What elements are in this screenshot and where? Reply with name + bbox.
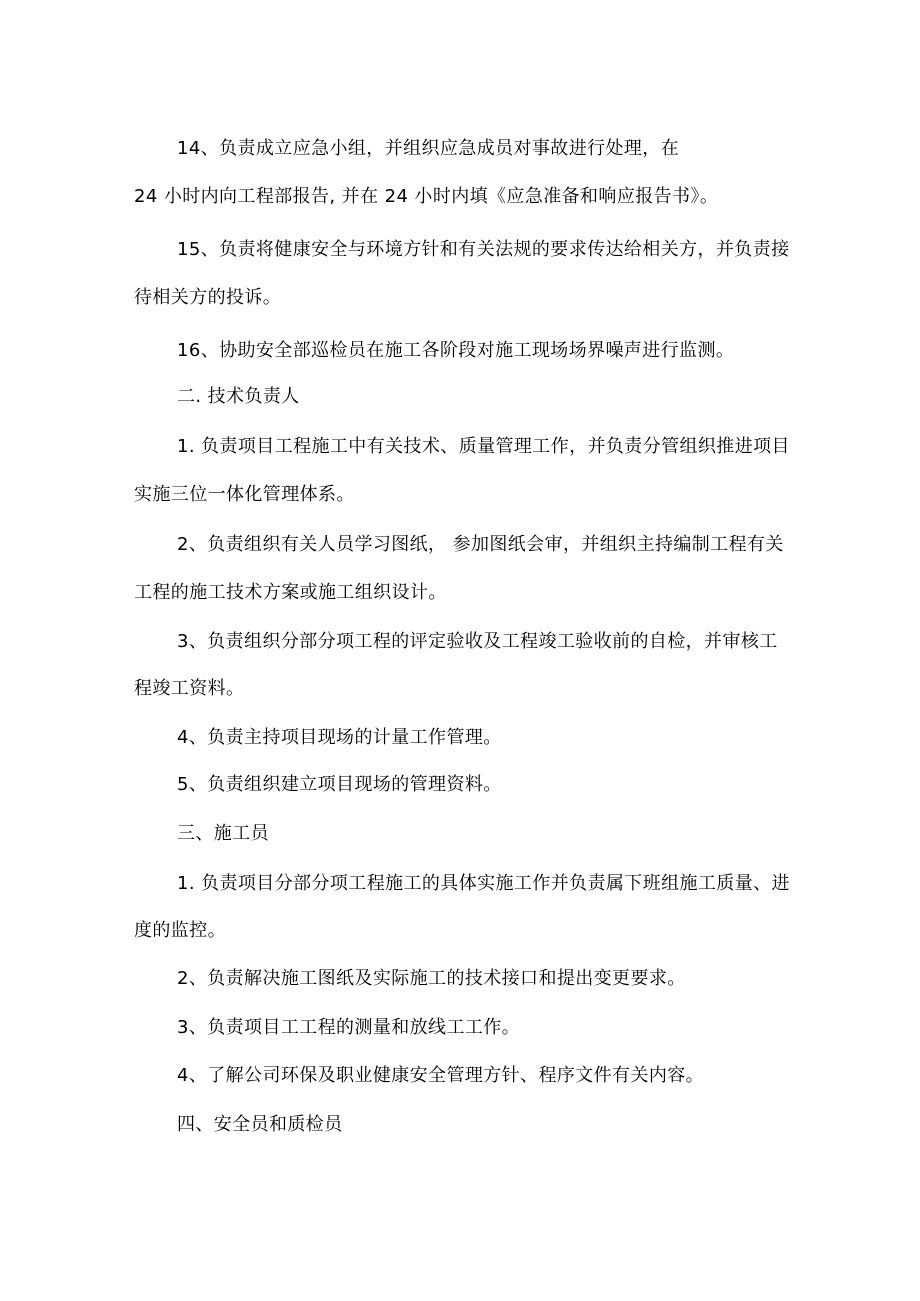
- paragraph-15-line-2: 待相关方的投诉。: [134, 287, 282, 308]
- worker-item-1-line-2: 度的监控。: [134, 920, 226, 941]
- tech-item-1-line-1: 1. 负责项目工程施工中有关技术、质量管理工作，并负责分管组织推进项目: [177, 436, 790, 457]
- paragraph-14-line-2: 24 小时内向工程部报告, 并在 24 小时内填《应急准备和响应报告书》。: [134, 186, 719, 207]
- tech-item-2-line-2: 工程的施工技术方案或施工组织设计。: [134, 582, 447, 603]
- tech-item-3-line-1: 3、负责组织分部分项工程的评定验收及工程竣工验收前的自检，并审核工: [177, 631, 778, 652]
- worker-item-3: 3、负责项目工工程的测量和放线工工作。: [177, 1017, 521, 1038]
- section-heading-technical-lead: 二. 技术负责人: [177, 386, 300, 407]
- paragraph-14-line-1: 14、负责成立应急小组，并组织应急成员对事故进行处理，在: [177, 138, 680, 159]
- worker-item-4: 4、了解公司环保及职业健康安全管理方针、程序文件有关内容。: [177, 1065, 705, 1086]
- worker-item-2: 2、负责解决施工图纸及实际施工的技术接口和提出变更要求。: [177, 968, 686, 989]
- tech-item-1-line-2: 实施三位一体化管理体系。: [134, 484, 355, 505]
- section-heading-construction-worker: 三、施工员: [177, 823, 269, 844]
- tech-item-2-line-1: 2、负责组织有关人员学习图纸， 参加图纸会审，并组织主持编制工程有关: [177, 534, 784, 555]
- paragraph-16: 16、协助安全部巡检员在施工各阶段对施工现场场界噪声进行监测。: [177, 340, 735, 361]
- tech-item-3-line-2: 程竣工资料。: [134, 678, 245, 699]
- worker-item-1-line-1: 1. 负责项目分部分项工程施工的具体实施工作并负责属下班组施工质量、进: [177, 873, 790, 894]
- tech-item-5: 5、负责组织建立项目现场的管理资料。: [177, 774, 502, 795]
- tech-item-4: 4、负责主持项目现场的计量工作管理。: [177, 727, 502, 748]
- section-heading-safety-quality-inspector: 四、安全员和质检员: [177, 1114, 343, 1135]
- paragraph-15-line-1: 15、负责将健康安全与环境方针和有关法规的要求传达给相关方，并负责接: [177, 239, 790, 260]
